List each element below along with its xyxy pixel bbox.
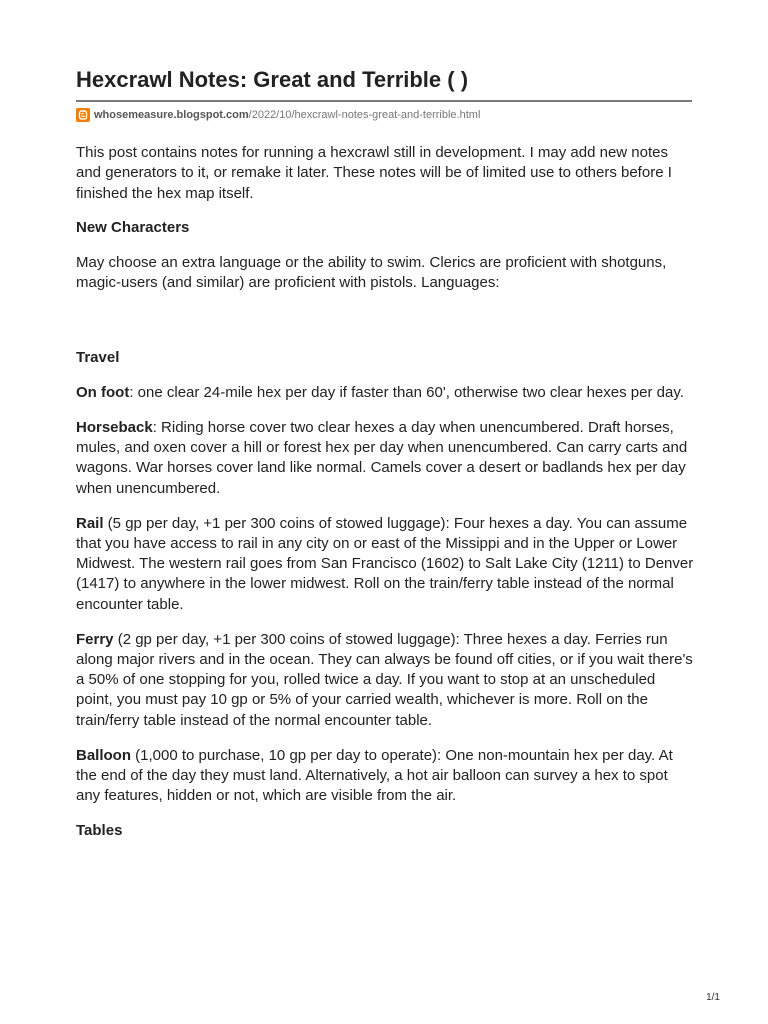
article-body [76,143,696,856]
travel-text: (2 gp per day, +1 per 300 coins of stowed luggage): Three hexes a day. Ferries run along major rivers and in the ocean. They can always be found off cities, or if you wait there's a 50% of one stopping for you, rolled twice a day. If you want to stop at an unscheduled point, you must pay 10 gp or 5% of your carried wealth, whichever is more. Roll on the train/ferry table instead of the normal encounter table. [76,630,693,729]
travel-item-horseback [76,418,696,499]
travel-text: : one clear 24-mile hex per day if faster than 60', otherwise two clear hexes per day. [129,384,684,402]
page-title: Hexcrawl Notes: Great and Terrible ( ) [76,67,469,92]
travel-item-balloon [76,746,696,807]
intro-paragraph: This post contains notes for running a hexcrawl still in development. I may add new notes and generators to it, or remake it later. These notes will be of limited use to others before I finished the hex map itself. [76,144,672,202]
travel-term: Rail [76,514,104,532]
languages-spacer [76,308,696,348]
source-path[interactable]: /2022/10/hexcrawl-notes-great-and-terrible.html [248,109,481,121]
new-characters-paragraph: May choose an extra language or the ability to swim. Clerics are proficient with shotguns, magic-users (and similar) are proficient with pistols. Languages: [76,254,667,292]
travel-item-ferry [76,630,696,731]
travel-text: (1,000 to purchase, 10 gp per day to operate): One non-mountain hex per day. At the end of the day they must land. Alternatively, a hot air balloon can survey a hex to spot any features, hidden or not, which are visible from the air. [76,746,673,805]
travel-term: On foot [76,384,130,402]
source-domain[interactable]: whosemeasure.blogspot.com [94,109,249,121]
source-link[interactable] [76,107,480,123]
travel-term: Horseback [76,418,153,436]
travel-item-on-foot [76,383,696,403]
travel-term: Ferry [76,630,114,648]
title-divider [76,100,692,102]
section-heading-tables: Tables [76,821,123,839]
section-heading-travel: Travel [76,349,120,367]
page-indicator: 1/1 [706,992,720,1003]
travel-text: (5 gp per day, +1 per 300 coins of stowed luggage): Four hexes a day. You can assume that you have access to rail in any city on or east of the Missippi and in the Upper or Lower Midwest. The western rail goes from San Francisco (1602) to Salt Lake City (1211) to Denver (1417) to anywhere in the lower midwest. Roll on the train/ferry table instead of the normal encounter table. [76,514,694,613]
travel-text: : Riding horse cover two clear hexes a day when unencumbered. Draft horses, mules, and oxen cover a hill or forest hex per day when unencumbered. Can carry carts and wagons. War horses cover land like normal. Camels cover a desert or badlands hex per day when unencumbered. [76,418,688,497]
blogger-icon [76,108,90,122]
travel-term: Balloon [76,746,131,764]
section-heading-new-characters: New Characters [76,219,190,237]
travel-item-rail [76,514,696,615]
